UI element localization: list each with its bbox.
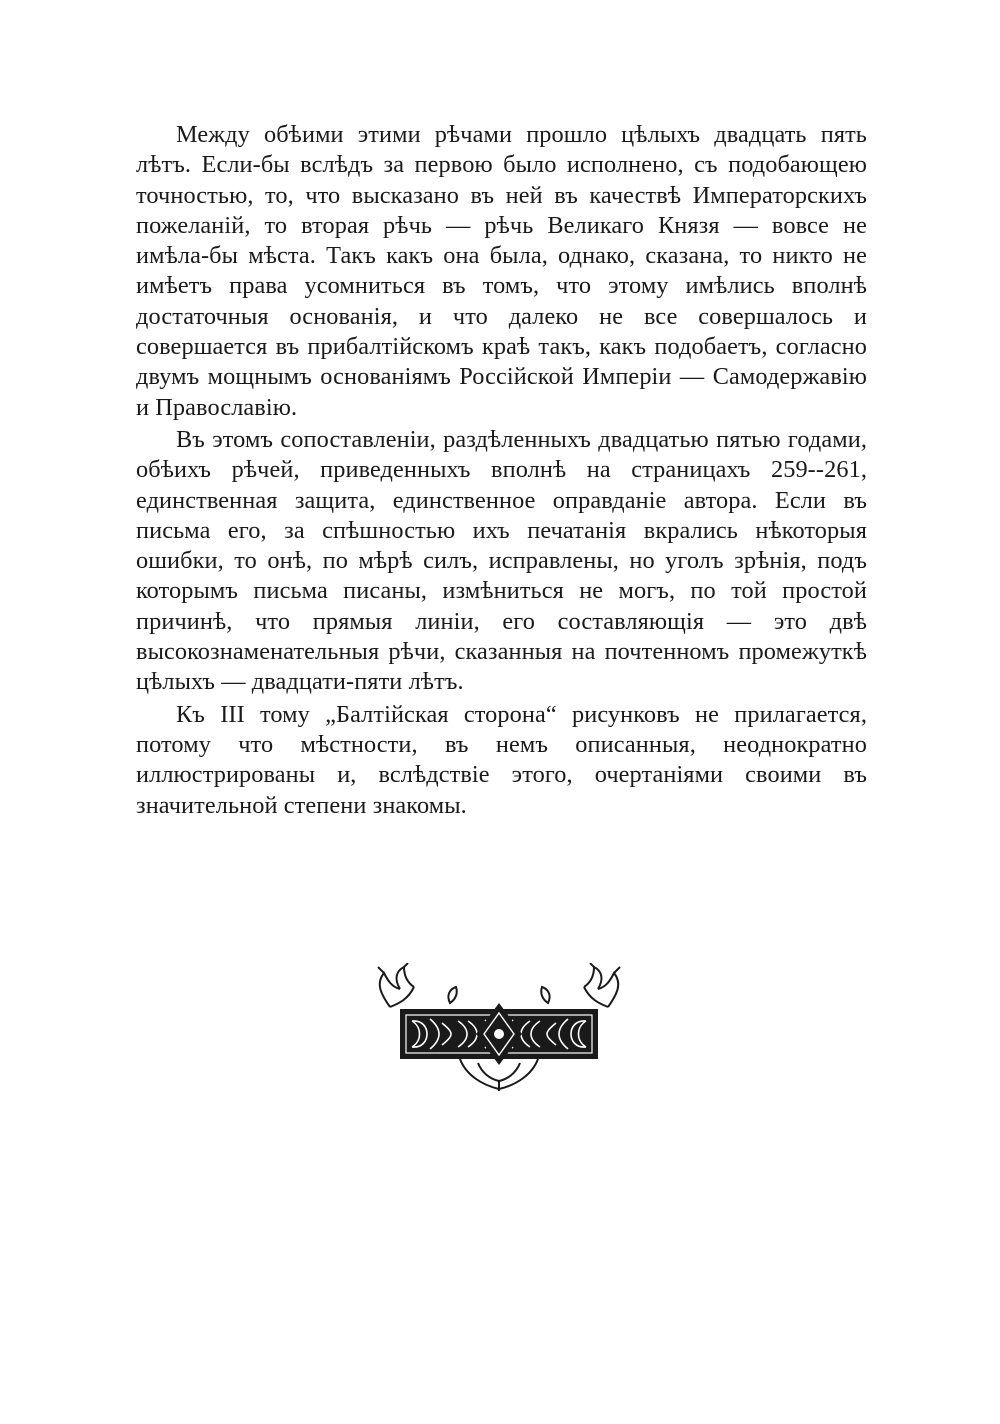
paragraph-3: Къ III тому „Балтійская сторона“ рисунковъ не прилагается, потому что мѣстности, въ немъ описанныя, неоднократно иллюстрированы и, вслѣдствіе этого, очертаніями своими въ значительной степени знакомы. (136, 700, 867, 819)
celtic-knot-tailpiece-icon (370, 963, 628, 1093)
page-text (136, 120, 867, 821)
paragraph-1: Между обѣими этими рѣчами прошло цѣлыхъ двадцать пять лѣтъ. Если-бы вслѣдъ за первою было исполнено, съ подобающею точностью, то, что высказано въ ней въ качествѣ Императорскихъ пожеланій, то вторая рѣчь — рѣчь Великаго Князя — вовсе не имѣла-бы мѣста. Такъ какъ она была, однако, сказана, то никто не имѣетъ права усомниться въ томъ, что этому имѣлись вполнѣ достаточныя основанія, и что далеко не все совершалось и совершается въ прибалтійскомъ краѣ такъ, какъ подобаетъ, согласно двумъ мощнымъ основаніямъ Россійской Имперіи — Самодержавію и Православію. (136, 121, 867, 421)
paragraph-2: Въ этомъ сопоставленіи, раздѣленныхъ двадцатью пятью годами, обѣихъ рѣчей, приведенныхъ вполнѣ на страницахъ 259--261, единственная защита, единственное оправданіе автора. Если въ письма его, за спѣшностью ихъ печатанія вкрались нѣкоторыя ошибки, то онѣ, по мѣрѣ силъ, исправлены, но уголъ зрѣнія, подъ которымъ письма писаны, измѣниться не могъ, по той простой причинѣ, что прямыя линіи, его составляющія — это двѣ высокознаменательныя рѣчи, сказанныя на почтенномъ промежуткѣ цѣлыхъ — двадцати-пяти лѣтъ. (136, 425, 867, 696)
